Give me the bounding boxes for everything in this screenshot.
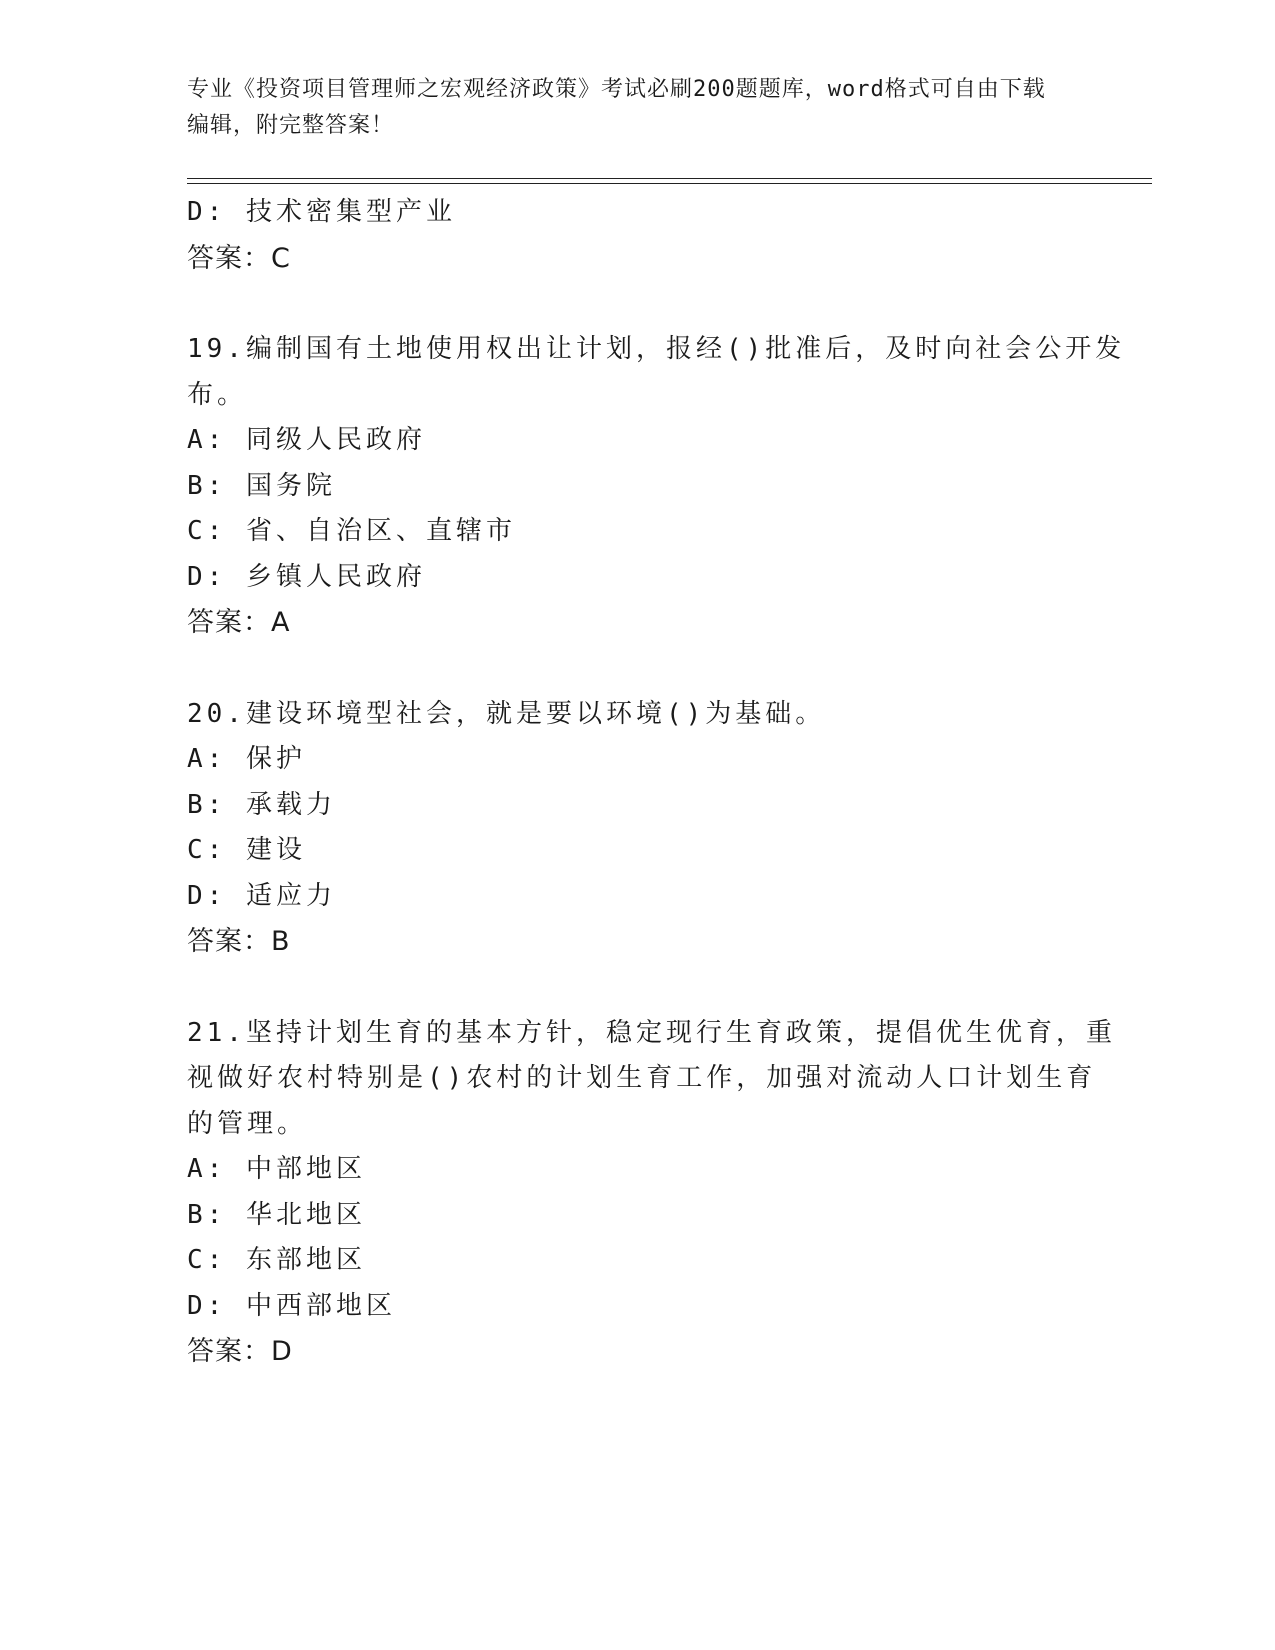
question-21 bbox=[187, 1011, 1116, 1375]
question-stem: 布。 bbox=[187, 379, 248, 410]
answer-line: 答案：C bbox=[187, 242, 291, 274]
question-stem: 21.坚持计划生育的基本方针，稳定现行生育政策，提倡优生优育，重 bbox=[187, 1017, 1116, 1048]
question-20 bbox=[187, 692, 1087, 965]
header-divider-bottom bbox=[187, 183, 1152, 184]
option-a: A: 中部地区 bbox=[187, 1154, 366, 1184]
option-c: C: 省、自治区、直辖市 bbox=[187, 516, 516, 546]
option-c: C: 东部地区 bbox=[187, 1245, 366, 1275]
option-d: D: 乡镇人民政府 bbox=[187, 561, 426, 592]
option-d: D: 适应力 bbox=[187, 880, 336, 911]
question-list bbox=[187, 190, 1126, 1375]
option-b: B: 华北地区 bbox=[187, 1199, 366, 1230]
option-b: B: 承载力 bbox=[187, 789, 336, 820]
document-header: 专业《投资项目管理师之宏观经济政策》考试必刷200题题库，word格式可自由下载编辑，附完整答案！ bbox=[187, 77, 1046, 138]
header-divider-top bbox=[187, 178, 1152, 179]
question-stem: 19.编制国有土地使用权出让计划，报经()批准后，及时向社会公开发 bbox=[187, 334, 1126, 364]
option-a: A: 保护 bbox=[187, 744, 306, 774]
question-stem: 20.建设环境型社会，就是要以环境()为基础。 bbox=[187, 698, 826, 729]
answer-line: 答案：D bbox=[187, 1336, 293, 1367]
answer-line: 答案：A bbox=[187, 607, 291, 638]
option-d: D: 技术密集型产业 bbox=[187, 197, 456, 227]
option-b: B: 国务院 bbox=[187, 470, 336, 501]
option-a: A: 同级人民政府 bbox=[187, 425, 426, 455]
option-d: D: 中西部地区 bbox=[187, 1290, 396, 1321]
question-stem: 视做好农村特别是()农村的计划生育工作，加强对流动人口计划生育 bbox=[187, 1063, 1097, 1093]
question-stem: 的管理。 bbox=[187, 1108, 308, 1139]
question-19 bbox=[187, 327, 1126, 646]
option-c: C: 建设 bbox=[187, 835, 306, 865]
answer-line: 答案：B bbox=[187, 926, 291, 957]
